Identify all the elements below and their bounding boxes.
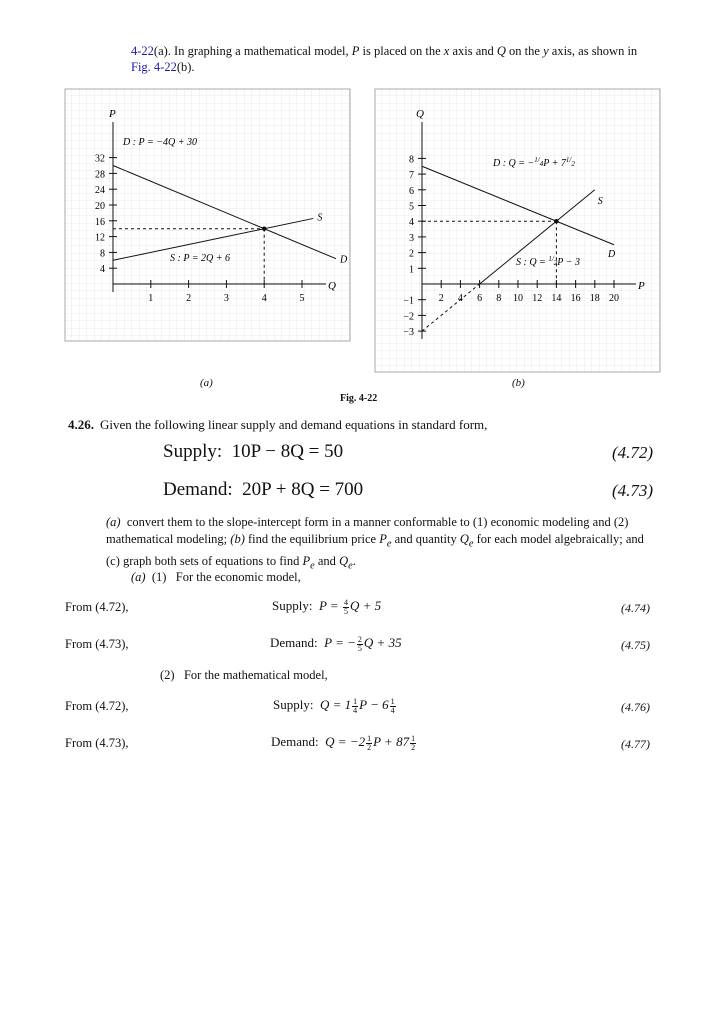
intro-text: on the (505, 44, 544, 58)
task-text: convert them to the slope-intercept form in a manner conformable to (1) economic modeling and (2) mathematical modeling; (106, 515, 629, 546)
intro-text: axis and (449, 44, 497, 58)
demand-label-prefix: D : Q = − (493, 158, 535, 169)
y-tick-label: 24 (95, 185, 105, 197)
y-tick-label: 4 (409, 217, 414, 229)
y-tick-label: 8 (409, 154, 414, 166)
e-sub: e (386, 538, 392, 549)
supply-frac-num: 1 (548, 255, 552, 263)
task-b: (b) (230, 531, 245, 546)
y-tick-label: 5 (409, 201, 414, 213)
from-label-2: From (4.73), (65, 637, 129, 651)
supply-frac-bar: / (551, 255, 554, 263)
x-tick-label: 14 (551, 293, 562, 304)
y-tick-label: 6 (409, 185, 414, 197)
supply-end-label: S (597, 195, 603, 207)
from-label-4: From (4.73), (65, 736, 129, 750)
intro-text: is placed on the (359, 44, 444, 58)
eq-num-4-76: (4.76) (621, 700, 650, 714)
demand-frac2-den: 2 (571, 160, 575, 168)
qe: Q (459, 531, 469, 546)
e-sub: e (348, 560, 353, 571)
figure-caption: Fig. 4-22 (340, 393, 378, 404)
from-label-3: From (4.72), (65, 699, 129, 713)
step2-num: (2) (160, 668, 175, 682)
intro-text: . (191, 60, 195, 74)
demand-end-label: D (340, 254, 348, 266)
figure-a (64, 88, 351, 347)
eq-4-74: Supply: P = $\frac{4}{5}$ Q + 5 (272, 597, 382, 616)
task-text: and quantity (391, 531, 460, 546)
supply-label-prefix: S : Q = (516, 257, 549, 268)
figure-b (374, 88, 661, 378)
figure-b-grid (375, 89, 660, 372)
demand-frac2-num: 1 (565, 156, 570, 164)
intro-p: P (351, 44, 360, 58)
y-tick-label: 1 (409, 264, 414, 276)
y-tick-label: 3 (409, 232, 414, 244)
y-tick-label: 12 (95, 232, 105, 244)
from-label-1: From (4.72), (65, 600, 129, 614)
task-text: and (314, 553, 340, 568)
task-text: for each model algebraically; and (c) graph both sets of equations to find (106, 531, 644, 568)
step-2 (160, 668, 328, 683)
demand-label: D : P = −4Q + 30 (123, 137, 197, 148)
x-tick-label: 5 (299, 293, 305, 304)
demand-equation (163, 479, 363, 501)
step2-text: For the mathematical model, (183, 668, 328, 682)
x-tick-label: 2 (438, 293, 444, 304)
part-a: (a) (131, 570, 146, 584)
problem-number: 4.26. (68, 417, 94, 432)
x-tick-label: 3 (223, 293, 229, 304)
x-tick-label: 6 (477, 293, 483, 304)
demand-frac-num: 1 (534, 156, 538, 164)
demand-frac-bar: / (537, 156, 540, 164)
x-axis-label: P (638, 280, 645, 292)
task-a: (a) (106, 515, 121, 529)
y-axis-label: Q (416, 108, 424, 120)
x-tick-label: 18 (589, 293, 600, 304)
demand-eq: 20P + 8Q = 700 (242, 479, 364, 500)
figure-a-grid (65, 89, 350, 341)
problem-statement (68, 417, 668, 433)
supply-label: S : P = 2Q + 6 (170, 253, 230, 264)
x-tick-label: 10 (513, 293, 523, 304)
supply-label: Supply: (163, 441, 223, 462)
x-tick-label: 2 (186, 293, 192, 304)
fig-ref-link[interactable]: Fig. 4-22 (131, 60, 177, 74)
task-paragraph (106, 514, 646, 575)
demand-label (492, 156, 575, 169)
eq-num-4-74: (4.74) (621, 601, 650, 615)
e-sub: e (310, 560, 315, 571)
intro-x: x (443, 44, 450, 58)
supply-eq: 10P − 8Q = 50 (231, 441, 344, 462)
step-1 (131, 570, 301, 585)
e-sub: e (468, 538, 474, 549)
y-tick-label: 16 (95, 216, 105, 228)
task-text: find the equilibrium price (244, 531, 380, 546)
pe: P (379, 531, 387, 546)
caption-a: (a) (200, 377, 213, 389)
supply-label-mid: P − 3 (557, 257, 580, 268)
step1-num: (1) (151, 570, 167, 584)
eq-num-4-75: (4.75) (621, 638, 650, 652)
supply-label (516, 255, 580, 268)
eq-num-4-73: (4.73) (612, 481, 654, 500)
y-axis-label: P (109, 108, 116, 120)
caption-b: (b) (512, 377, 525, 389)
equilibrium-point (262, 227, 266, 231)
x-tick-label: 1 (148, 293, 154, 304)
x-tick-label: 20 (609, 293, 619, 304)
supply-equation (163, 441, 343, 463)
x-tick-label: 16 (570, 293, 581, 304)
intro-text: axis, as shown in (548, 44, 638, 58)
eq-4-75: Demand: P = − $\frac{2}{5}$ Q + 35 (270, 634, 402, 653)
y-tick-label: −3 (403, 327, 414, 339)
y-tick-label: 8 (100, 248, 105, 260)
eq-4-76: Supply: Q = 1 $\frac{1}{4}$ P − 6 $\frac{1}{4}$ (273, 696, 395, 715)
x-tick-label: 4 (457, 293, 463, 304)
y-tick-label: −1 (403, 295, 414, 307)
x-tick-label: 4 (261, 293, 267, 304)
demand-label: Demand: (163, 479, 233, 500)
y-tick-label: 20 (95, 201, 105, 212)
y-tick-label: 2 (409, 248, 414, 260)
demand-end-label: D (608, 248, 616, 260)
step1-text: For the economic model, (175, 570, 301, 584)
problem-text: Given the following linear supply and demand equations in standard form, (100, 417, 488, 432)
y-tick-label: 7 (409, 170, 414, 182)
supply-frac-den: 2 (553, 259, 558, 267)
task-text: . (352, 553, 356, 568)
eq-num-4-77: (4.77) (621, 737, 650, 751)
y-tick-label: 4 (100, 264, 105, 276)
x-tick-label: 12 (532, 293, 543, 304)
x-tick-label: 8 (496, 293, 502, 304)
pe: P (302, 553, 311, 568)
demand-frac2-bar: / (569, 156, 572, 164)
eq-4-77: Demand: Q = −2 $\frac{1}{2}$ P + 87 $\frac{1}{2}$ (271, 733, 416, 752)
intro-q: Q (496, 44, 506, 58)
fig-ref-sub: (b) (176, 60, 192, 74)
supply-end-label: S (317, 212, 323, 224)
qe: Q (339, 553, 349, 568)
intro-y: y (543, 44, 549, 58)
x-axis-label: Q (328, 280, 336, 292)
y-tick-label: 28 (95, 169, 105, 181)
equilibrium-point (554, 219, 558, 223)
demand-frac-den: 4 (539, 160, 544, 168)
figure-a-chart (64, 88, 351, 342)
intro-paragraph (131, 43, 651, 75)
y-tick-label: −2 (403, 311, 414, 323)
eq-num-4-72: (4.72) (612, 443, 654, 462)
y-tick-label: 32 (95, 153, 105, 165)
ref-link-4-22[interactable]: 4-22 (131, 44, 154, 58)
intro-text: (a). In graphing a mathematical model, (153, 44, 352, 58)
figure-b-chart (374, 88, 661, 373)
demand-label-mid: P + 7 (543, 158, 566, 169)
